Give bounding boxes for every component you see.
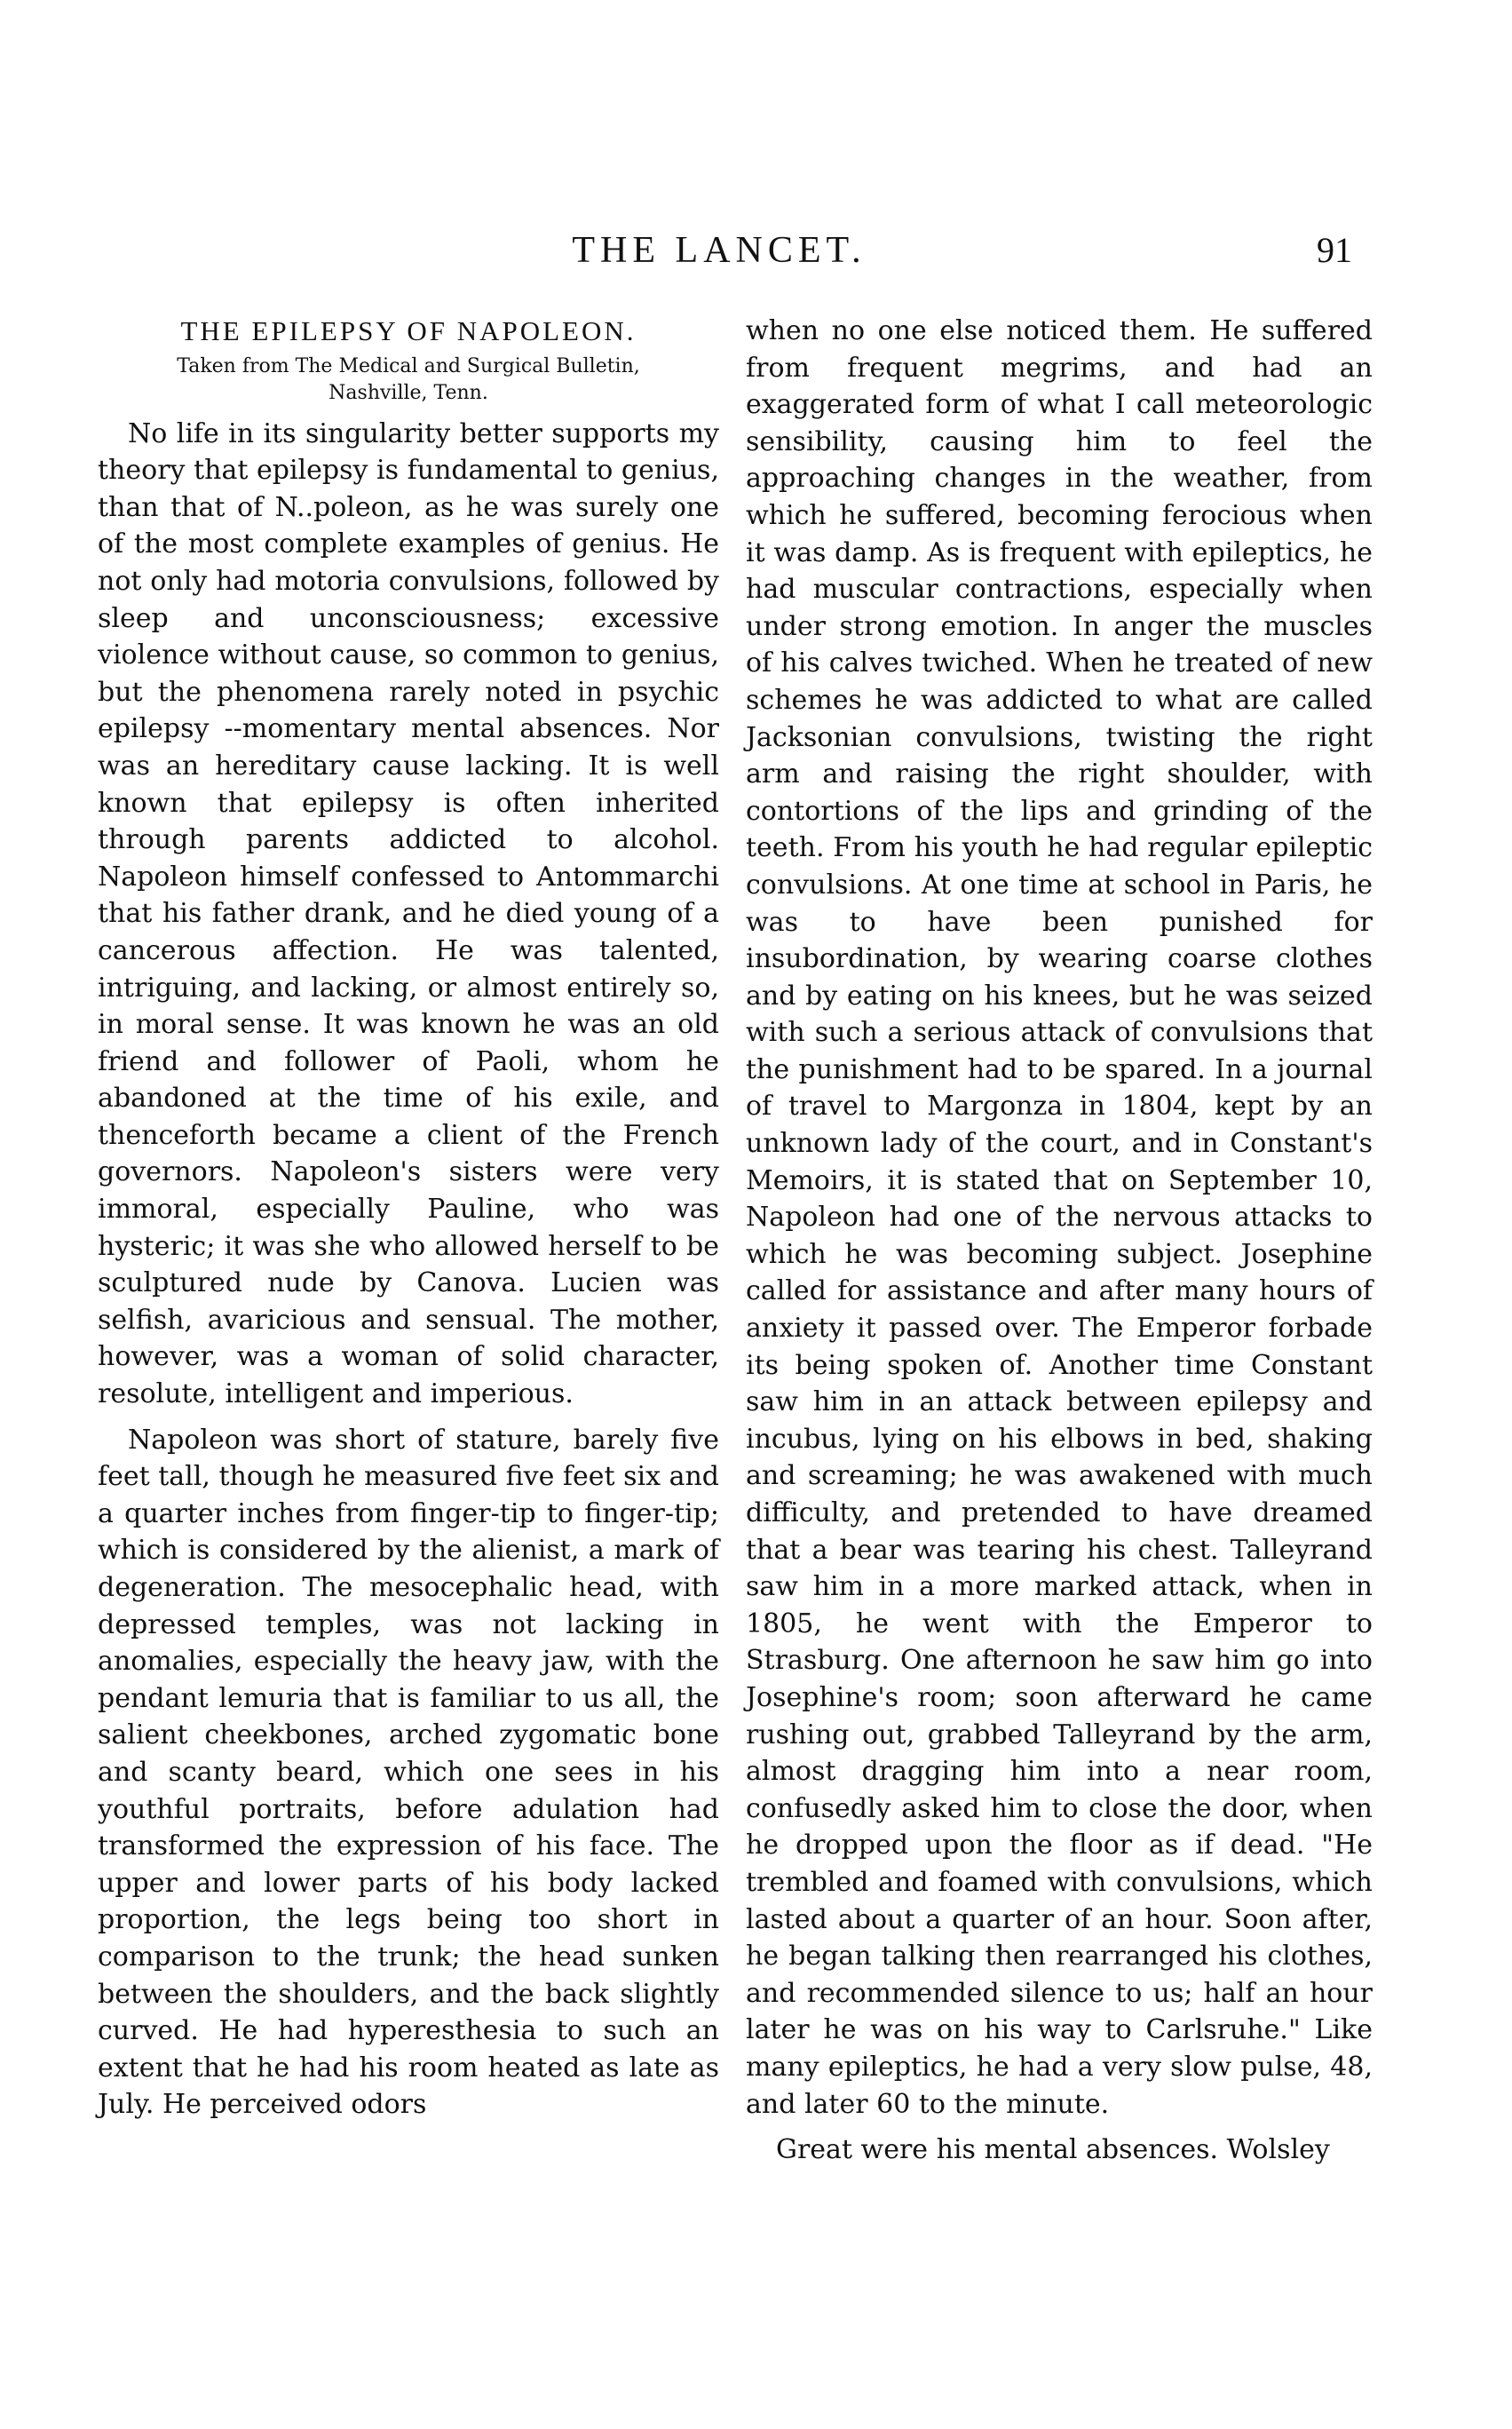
right-column — [746, 313, 1373, 2169]
paragraph: Great were his mental absences. Wolsley — [776, 2134, 1330, 2166]
paragraph: when no one else noticed them. He suffered from frequent megrims, and had an exaggerated form of what I call meteorologic sensibility, causing him to feel the approaching changes in the weather, from which he suffered, becoming ferocious when it was damp. As is frequent with epileptics, he had muscular contractions, especially when under strong emotion. In anger the muscles of his calves twiched. When he treated of new schemes he was addicted to what are called Jacksonian convulsions, twisting the right arm and raising the right shoulder, with contortions of the lips and grinding of the teeth. From his youth he had regular epileptic convulsions. At one time at school in Paris, he was to have been punished for insubordination, by wearing coarse clothes and by eating on his knees, but he was seized with such a serious attack of convulsions that the punishment had to be spared. In a journal of travel to Margonza in 1804, kept by an unknown lady of the court, and in Constant's Memoirs, it is stated that on September 10, Napoleon had one of the nervous attacks to which he was becoming subject. Josephine called for assistance and after many hours of anxiety it passed over. The Emperor forbade its being spoken of. Another time Constant saw him in an attack between epilepsy and incubus, lying on his elbows in bed, shaking and screaming; he was awakened with much difficulty, and pretended to have dreamed that a bear was tearing his chest. Talleyrand saw him in a more marked attack, when in 1805, he went with the Emperor to Strasburg. One afternoon he saw him go into Josephine's room; soon afterward he came rushing out, grabbed Talleyrand by the arm, almost dragging him into a near room, confusedly asked him to close the door, when he dropped upon the floor as if dead. "He trembled and foamed with convulsions, which lasted about a quarter of an hour. Soon after, he began talking then rearranged his clothes, and recommended silence to us; half an hour later he was on his way to Carlsruhe." Like many epileptics, he had a very slow pulse, 48, and later 60 to the minute. — [746, 315, 1373, 2120]
journal-title: THE LANCET. — [572, 230, 867, 271]
page-number: 91 — [1317, 230, 1352, 270]
paragraph: No life in its singularity better supports my theory that epilepsy is fundamental to genius, than that of N..poleon, as he was surely one of the most complete examples of genius. He not only had motoria convulsions, followed by sleep and unconsciousness; excessive violence without cause, so common to genius, but the phenomena rarely noted in psychic epilepsy --momentary mental absences. Nor was an hereditary cause lacking. It is well known that epilepsy is often inherited through parents addicted to alcohol. Napoleon himself confessed to Antommarchi that his father drank, and he died young of a cancerous affection. He was talented, intriguing, and lacking, or almost entirely so, in moral sense. It was known he was an old friend and follower of Paoli, whom he abandoned at the time of his exile, and thenceforth became a client of the French governors. Napoleon's sisters were very immoral, especially Pauline, who was hysteric; it was she who allowed herself to be sculptured nude by Canova. Lucien was selfish, avaricious and sensual. The mother, however, was a woman of solid character, resolute, intelligent and imperious. — [98, 417, 719, 1410]
running-head — [0, 229, 1512, 291]
article-source: Taken from The Medical and Surgical Bulletin, Nashville, Tenn. — [177, 354, 640, 404]
left-column — [98, 313, 719, 2123]
paragraph: Napoleon was short of stature, barely five feet tall, though he measured five feet six and a quarter inches from finger-tip to finger-tip; which is considered by the alienist, a mark of degeneration. The mesocephalic head, with depressed temples, was not lacking in anomalies, especially the heavy jaw, with the pendant lemuria that is familiar to us all, the salient cheekbones, arched zygomatic bone and scanty beard, which one sees in his youthful portraits, before adulation had transformed the expression of his face. The upper and lower parts of his body lacked proportion, the legs being too short in comparison to the trunk; the head sunken between the shoulders, and the back slightly curved. He had hyperesthesia to such an extent that he had his room heated as late as July. He perceived odors — [98, 1424, 719, 2121]
article-title: THE EPILEPSY OF NAPOLEON. — [180, 315, 637, 346]
